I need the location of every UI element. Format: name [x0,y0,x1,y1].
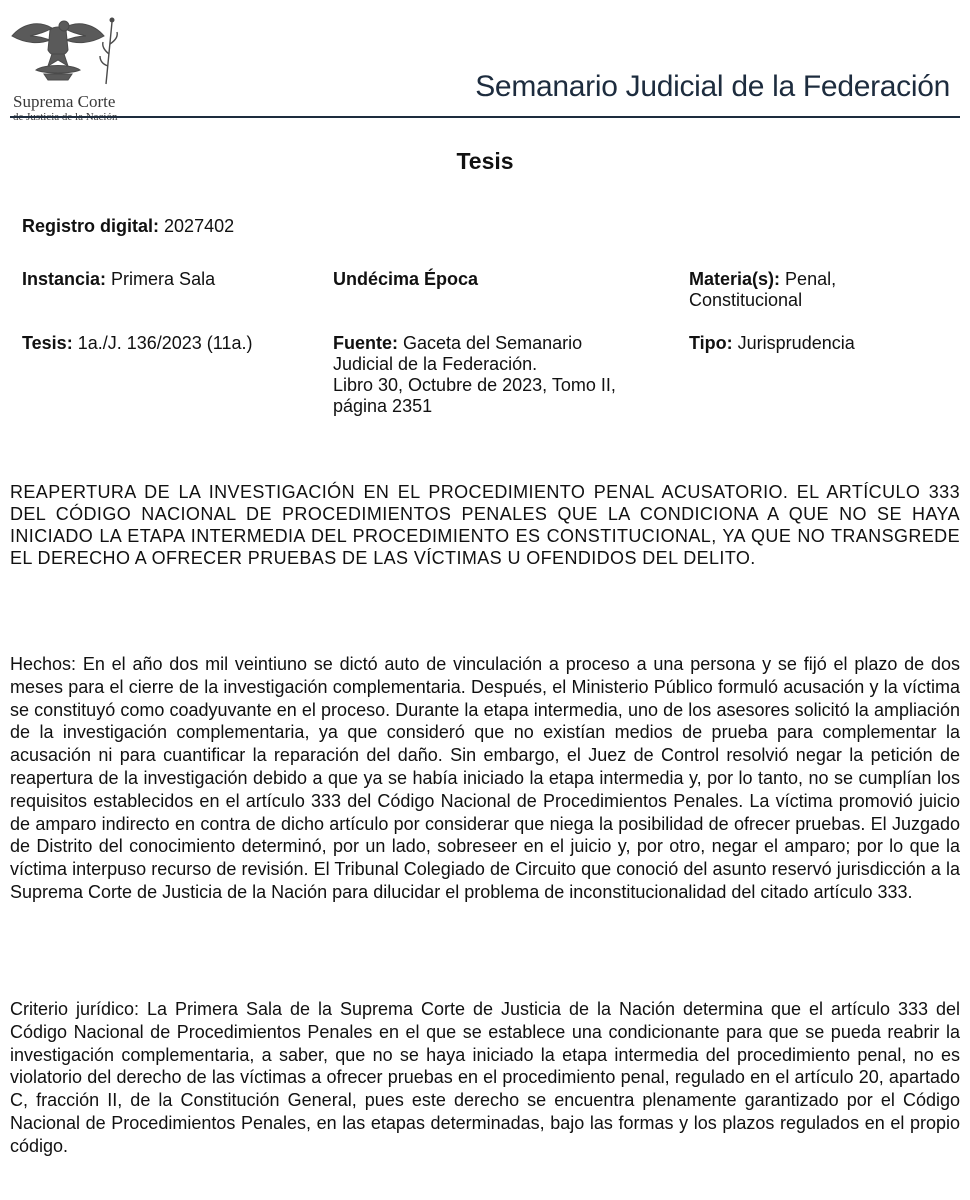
materia-value-line1: Penal, [785,269,837,289]
fuente-line2: Judicial de la Federación. [333,354,538,374]
materia [689,269,836,311]
scjn-logo [8,14,128,114]
tesis-heading: REAPERTURA DE LA INVESTIGACIÓN EN EL PROCEDIMIENTO PENAL ACUSATORIO. EL ARTÍCULO 333 DEL CÓDIGO NACIONAL DE PROCEDIMIENTOS PENALES QUE LA CONDICIONA A QUE NO SE HAYA INICIADO LA ETAPA INTERMEDIA DEL PROCEDIMIENTO ES CONSTITUCIONAL, YA QUE NO TRANSGREDE EL DERECHO A OFRECER PRUEBAS DE LAS VÍCTIMAS U OFENDIDOS DEL DELITO. [10,482,960,568]
criterio-paragraph: Criterio jurídico: La Primera Sala de la Suprema Corte de Justicia de la Nación determina que el artículo 333 del Código Nacional de Procedimientos Penales en el que se establece una condicionante para que se pueda reabrir la investigación complementaria, a saber, que no se haya iniciado la etapa intermedia del procedimiento penal, no es violatorio del derecho de las víctimas a ofrecer pruebas en el procedimiento penal, regulado en el artículo 20, apartado C, fracción II, de la Constitución General, pues este derecho se encuentra plenamente garantizado por el Código Nacional de Procedimientos Penales, en las etapas determinadas, bajo las formas y los plazos regulados en el propio código. [10,999,960,1156]
instancia-value: Primera Sala [111,269,216,289]
tesis-value: 1a./J. 136/2023 (11a.) [77,333,253,353]
tesis-number [22,333,253,354]
eagle-emblem-icon [8,14,128,94]
instancia [22,269,215,290]
materia-value-line2: Constitucional [689,290,803,310]
fuente [333,333,616,417]
tipo [689,333,855,354]
org-name: Suprema Corte [13,92,116,111]
instancia-label: Instancia: [22,269,107,289]
hechos-paragraph: Hechos: En el año dos mil veintiuno se dictó auto de vinculación a proceso a una persona y se fijó el plazo de dos meses para el cierre de la investigación complementaria. Después, el Ministerio Público formuló acusación y la víctima se constituyó como coadyuvante en el proceso. Durante la etapa intermedia, uno de los asesores solicitó la ampliación de la investigación complementaria, ya que consideró que no existían medios de prueba para complementar la acusación ni para cuantificar la reparación del daño. Sin embargo, el Juez de Control resolvió negar la petición de reapertura de la investigación debido a que ya se había iniciado la etapa intermedia y, por lo tanto, no se cumplían los requisitos establecidos en el artículo 333 del Código Nacional de Procedimientos Penales. La víctima promovió juicio de amparo indirecto en contra de dicho artículo por considerar que niega la posibilidad de ofrecer pruebas. El Juzgado de Distrito del conocimiento determinó, por un lado, sobreseer en el juicio y, por otro, negar el amparo; por lo que la víctima interpuso recurso de revisión. El Tribunal Colegiado de Circuito que conoció del asunto reservó jurisdicción a la Suprema Corte de Justicia de la Nación para dilucidar el problema de inconstitucionalidad del citado artículo 333. [10,654,960,902]
fuente-line4: página 2351 [333,396,433,416]
registro-digital [22,216,234,237]
materia-label: Materia(s): [689,269,781,289]
tipo-value: Jurisprudencia [737,333,855,353]
page-header [0,0,970,120]
tipo-label: Tipo: [689,333,733,353]
header-divider [10,116,960,118]
publication-title: Semanario Judicial de la Federación [475,70,950,103]
fuente-line3: Libro 30, Octubre de 2023, Tomo II, [333,375,616,395]
registro-value: 2027402 [164,216,235,236]
fuente-line1: Gaceta del Semanario [403,333,583,353]
registro-label: Registro digital: [22,216,160,236]
epoca [333,269,478,290]
epoca-value: Undécima Época [333,269,479,289]
tesis-label: Tesis: [22,333,73,353]
fuente-label: Fuente: [333,333,398,353]
document-type-title: Tesis [456,148,514,174]
